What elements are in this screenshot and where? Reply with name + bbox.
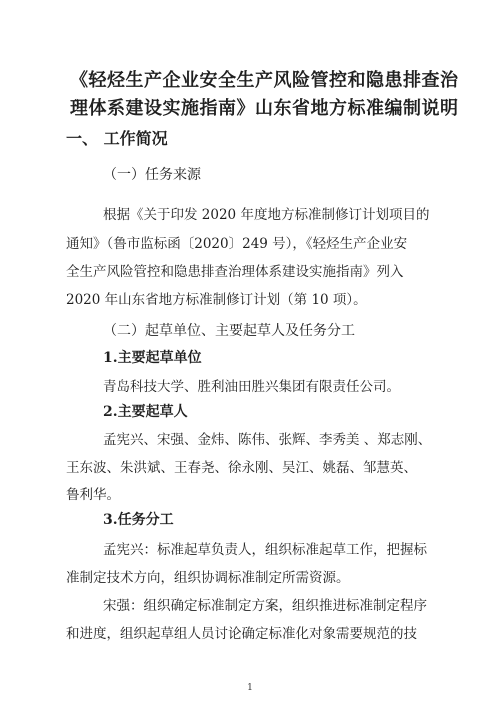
subsection-heading-drafting-units: （二）起草单位、主要起草人及任务分工	[103, 323, 355, 339]
item-heading-main-units: 1.主要起草单位	[103, 350, 202, 366]
paragraph-line: 2020 年山东省地方标准制修订计划（第 10 项）。	[66, 292, 367, 308]
section-heading-work-overview: 一、 工作简况	[66, 129, 168, 148]
paragraph-line: 王东波、朱洪斌、王春尧、徐永刚、吴江、姚磊、邹慧英、	[66, 460, 417, 476]
paragraph-line: 全生产风险管控和隐患排查治理体系建设实施指南》列入	[66, 264, 404, 280]
paragraph-line: 青岛科技大学、胜利油田胜兴集团有限责任公司。	[103, 379, 400, 395]
paragraph-line: 鲁利华。	[66, 487, 120, 503]
paragraph-line: 和进度，组织起草组人员讨论确定标准化对象需要规范的技	[66, 626, 417, 642]
paragraph-line: 孟宪兴、宋强、金炜、陈伟、张辉、李秀美 、郑志刚、	[103, 432, 432, 448]
doc-title-line-2: 理体系建设实施指南》山东省地方标准编制说明	[70, 98, 459, 119]
paragraph-line: 根据《关于印发 2020 年度地方标准制修订计划项目的	[103, 207, 430, 223]
item-heading-main-drafters: 2.主要起草人	[103, 404, 188, 420]
doc-title-line-1: 《轻烃生产企业安全生产风险管控和隐患排查治	[70, 70, 459, 91]
paragraph-line: 宋强：组织确定标准制定方案，组织推进标准制定程序	[103, 598, 427, 614]
paragraph-line: 孟宪兴：标准起草负责人，组织标准起草工作，把握标	[103, 542, 427, 558]
subsection-heading-task-source: （一）任务来源	[103, 167, 201, 183]
item-heading-task-division: 3.任务分工	[103, 512, 174, 528]
paragraph-line: 准制定技术方向，组织协调标准制定所需资源。	[66, 570, 350, 586]
page-number: 1	[247, 683, 253, 693]
paragraph-line: 通知》（鲁市监标函〔2020〕249 号），《轻烃生产企业安	[66, 236, 408, 252]
